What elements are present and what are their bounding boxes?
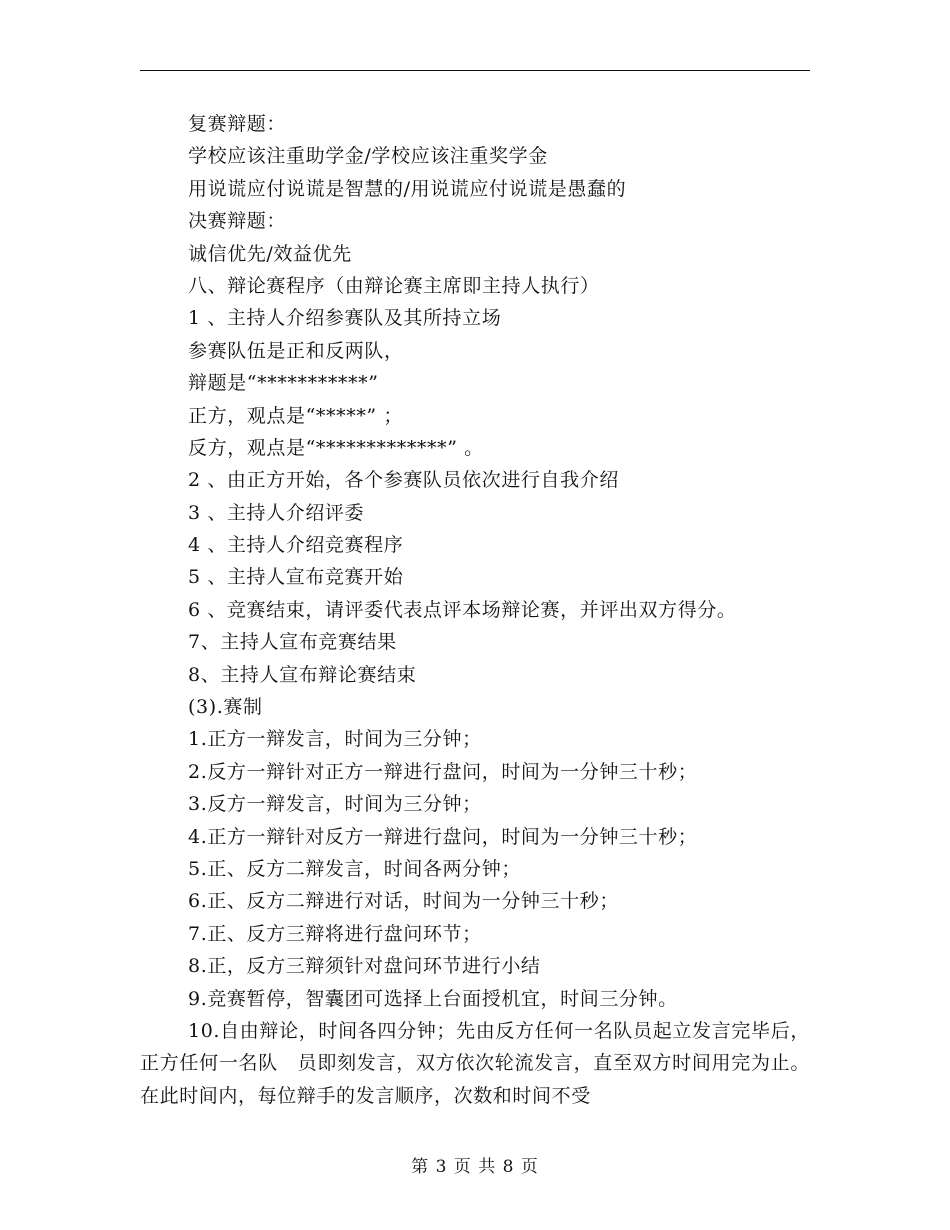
text-line: 诚信优先/效益优先 (188, 242, 352, 265)
header-rule (140, 70, 810, 71)
section-heading: 八、辩论赛程序（由辩论赛主席即主持人执行） (188, 274, 600, 297)
page-number-footer: 第 3 页 共 8 页 (411, 1157, 539, 1177)
body-paragraph: 10.自由辩论，时间各四分钟；先由反方任何一名队员起立发言完毕后，正方任何一名队 员即刻发言，双方依次轮流发言，直至双方时间用完为止。在此时间内，每位辩手的发言顺序，次数和时间不受 (140, 1019, 810, 1107)
text-line: 3.反方一辩发言，时间为三分钟； (188, 793, 482, 816)
text-line: 7.正、反方三辩将进行盘问环节； (188, 922, 482, 945)
text-line: 学校应该注重助学金/学校应该注重奖学金 (188, 145, 548, 168)
text-line: 5 、主持人宣布竞赛开始 (188, 566, 404, 589)
text-line: 2 、由正方开始，各个参赛队员依次进行自我介绍 (188, 469, 619, 492)
text-line: 6.正、反方二辩进行对话，时间为一分钟三十秒； (188, 890, 619, 913)
text-line: 参赛队伍是正和反两队， (188, 339, 404, 362)
text-line: 7、主持人宣布竞赛结果 (188, 631, 397, 654)
text-line: 4 、主持人介绍竞赛程序 (188, 534, 404, 557)
text-line: 5.正、反方二辩发言，时间各两分钟； (188, 857, 521, 880)
text-line: 决赛辩题： (188, 210, 287, 233)
text-line: 4.正方一辩针对反方一辩进行盘问，时间为一分钟三十秒； (188, 825, 698, 848)
text-line: 复赛辩题： (188, 113, 287, 135)
text-line: 3 、主持人介绍评委 (188, 501, 365, 524)
text-line: 8.正，反方三辩须针对盘问环节进行小结 (188, 955, 541, 978)
text-line: 反方，观点是“*************” 。 (188, 436, 484, 459)
page-body (140, 108, 810, 1112)
text-line: 6 、竞赛结束，请评委代表点评本场辩论赛，并评出双方得分。 (188, 598, 737, 621)
section-heading: (3).赛制 (188, 696, 263, 719)
text-line: 1.正方一辩发言，时间为三分钟； (188, 728, 482, 751)
text-line: 辩题是“***********” (188, 372, 379, 395)
text-line: 1 、主持人介绍参赛队及其所持立场 (188, 307, 502, 330)
text-line: 9.竞赛暂停，智囊团可选择上台面授机宜，时间三分钟。 (188, 987, 678, 1010)
text-line: 用说谎应付说谎是智慧的/用说谎应付说谎是愚蠢的 (188, 177, 627, 200)
text-line: 2.反方一辩针对正方一辩进行盘问，时间为一分钟三十秒； (188, 760, 698, 783)
text-line: 8、主持人宣布辩论赛结束 (188, 663, 417, 686)
text-line: 正方，观点是“*****” ； (188, 404, 403, 427)
